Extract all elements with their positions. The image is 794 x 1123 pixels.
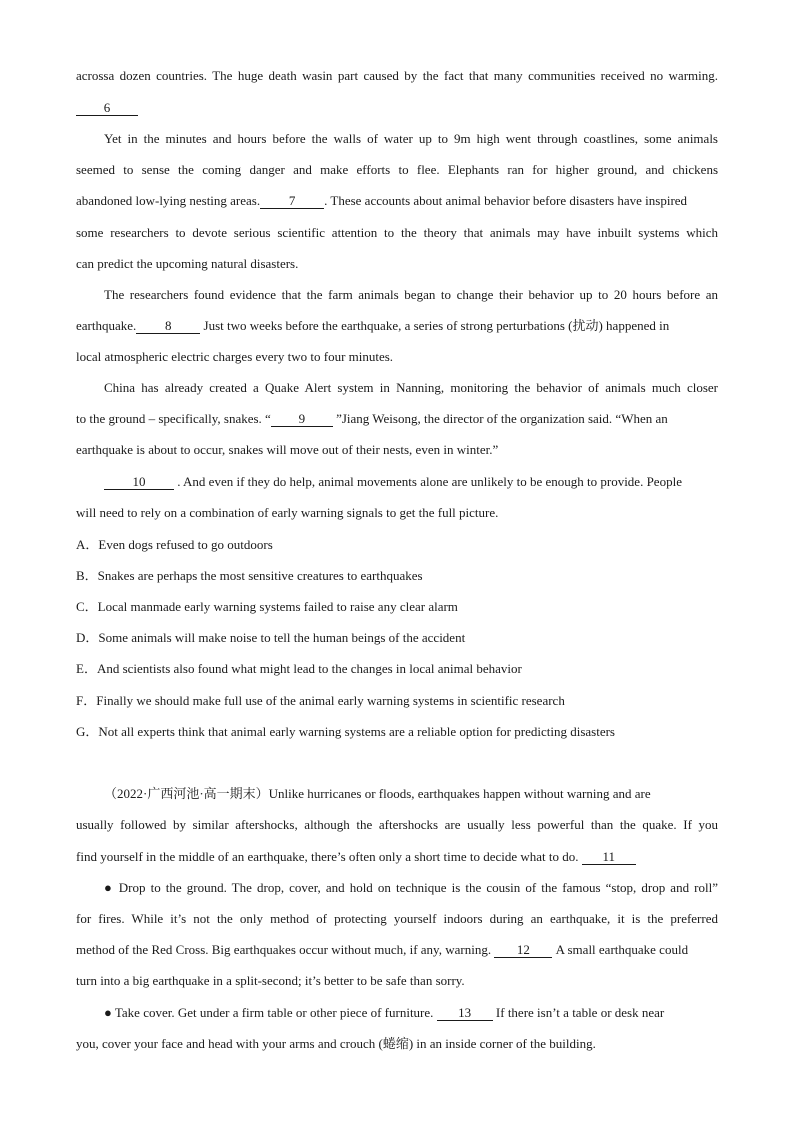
paragraph-line: seemed to sense the coming danger and make efforts to flee. Elephants ran for higher ground, and chickens: [76, 162, 718, 177]
option-text: Even dogs refused to go outdoors: [98, 537, 273, 552]
text-span: ● Take cover. Get under a firm table or other piece of furniture.: [104, 1005, 434, 1020]
paragraph-line: [76, 849, 718, 865]
option-letter: G．: [76, 724, 99, 739]
paragraph-line: [104, 1005, 718, 1021]
text-span: ”Jiang Weisong, the director of the organization said. “When an: [336, 411, 668, 426]
option-text: Finally we should make full use of the animal early warning systems in scientific research: [96, 693, 565, 708]
option-d: [76, 630, 465, 646]
option-letter: A．: [76, 537, 99, 552]
text-span: A small earthquake could: [555, 942, 689, 957]
option-e: [76, 661, 522, 677]
paragraph-line: can predict the upcoming natural disasters.: [76, 256, 299, 271]
text-span: earthquake.: [76, 318, 137, 333]
paragraph-line: some researchers to devote serious scientific attention to the theory that animals may have inbuilt systems which: [76, 225, 718, 240]
paragraph-line: earthquake is about to occur, snakes will move out of their nests, even in winter.”: [76, 442, 499, 457]
answer-blank-13: 13: [437, 1006, 493, 1021]
answer-blank-9: 9: [271, 412, 333, 427]
answer-blank-11: 11: [582, 850, 636, 865]
answer-blank-8: 8: [136, 319, 200, 334]
option-text: Snakes are perhaps the most sensitive creatures to earthquakes: [97, 568, 423, 583]
option-letter: C．: [76, 599, 98, 614]
paragraph-line: usually followed by similar aftershocks, although the aftershocks are usually less powerful than the quake. If you: [76, 817, 718, 832]
answer-blank-7: 7: [260, 194, 324, 209]
option-c: [76, 599, 458, 615]
option-text: Local manmade early warning systems failed to raise any clear alarm: [97, 599, 458, 614]
paragraph-line: acrossa dozen countries. The huge death wasin part caused by the fact that many communities received no warming.: [76, 68, 718, 83]
text-span: . These accounts about animal behavior before disasters have inspired: [324, 193, 688, 208]
option-text: Some animals will make noise to tell the human beings of the accident: [98, 630, 466, 645]
answer-blank-6: 6: [76, 101, 138, 116]
paragraph-line: Yet in the minutes and hours before the walls of water up to 9m high went through coastlines, some animals: [104, 131, 718, 146]
paragraph-line: local atmospheric electric charges every two to four minutes.: [76, 349, 394, 364]
option-f: [76, 693, 565, 709]
paragraph-line: turn into a big earthquake in a split-second; it’s better to be safe than sorry.: [76, 973, 465, 988]
paragraph-line: will need to rely on a combination of early warning signals to get the full picture.: [76, 505, 499, 520]
source-label: （2022·广西河池·高一期末）: [104, 786, 269, 801]
text-span: If there isn’t a table or desk near: [495, 1005, 665, 1020]
text-span: Just two weeks before the earthquake, a series of strong perturbations (扰动) happened in: [203, 318, 670, 333]
paragraph-line: China has already created a Quake Alert system in Nanning, monitoring the behavior of animals much closer: [104, 380, 718, 395]
option-letter: D．: [76, 630, 99, 645]
text-span: find yourself in the middle of an earthquake, there’s often only a short time to decide what to do.: [76, 849, 579, 864]
answer-blank-12: 12: [494, 943, 552, 958]
paragraph-line: The researchers found evidence that the farm animals began to change their behavior up to 20 hours before an: [104, 287, 718, 302]
paragraph-line: [76, 100, 718, 116]
paragraph-line: [104, 474, 718, 490]
option-g: [76, 724, 615, 740]
text-span: abandoned low-lying nesting areas.: [76, 193, 261, 208]
paragraph-line: [104, 786, 718, 802]
answer-blank-10: 10: [104, 475, 174, 490]
text-span: . And even if they do help, animal movements alone are unlikely to be enough to provide. People: [177, 474, 682, 489]
text-span: method of the Red Cross. Big earthquakes occur without much, if any, warning.: [76, 942, 492, 957]
option-a: [76, 537, 273, 553]
option-b: [76, 568, 423, 584]
paragraph-line: you, cover your face and head with your arms and crouch (蜷缩) in an inside corner of the building.: [76, 1036, 596, 1051]
paragraph-line: [76, 318, 718, 334]
option-text: And scientists also found what might lead to the changes in local animal behavior: [96, 661, 522, 676]
paragraph-line: for fires. While it’s not the only method of protecting yourself indoors during an earthquake, it is the preferred: [76, 911, 718, 926]
paragraph-line: [76, 411, 718, 427]
paragraph-line: [76, 942, 718, 958]
paragraph-line: ● Drop to the ground. The drop, cover, and hold on technique is the cousin of the famous “stop, drop and roll”: [104, 880, 718, 895]
option-letter: E．: [76, 661, 97, 676]
paragraph-line: [76, 193, 718, 209]
option-text: Not all experts think that animal early warning systems are a reliable option for predicting disasters: [98, 724, 615, 739]
option-letter: F．: [76, 693, 97, 708]
text-span: Unlike hurricanes or floods, earthquakes happen without warning and are: [268, 786, 651, 801]
text-span: to the ground – specifically, snakes. “: [76, 411, 271, 426]
option-letter: B．: [76, 568, 98, 583]
